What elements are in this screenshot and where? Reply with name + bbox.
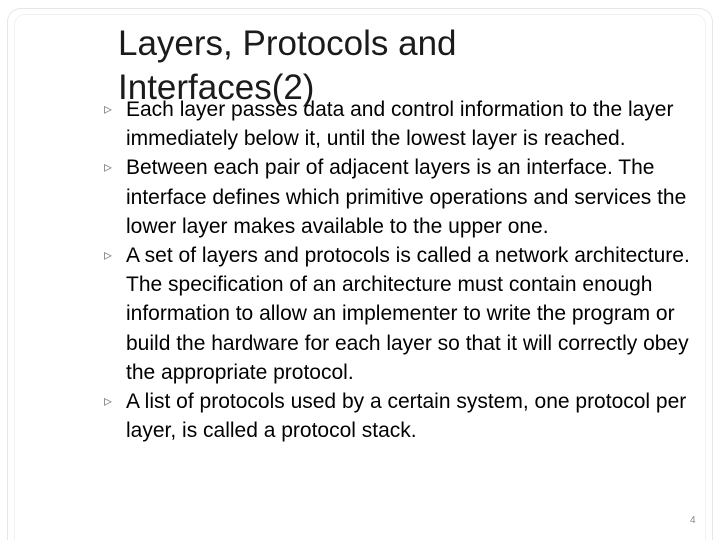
hollow-triangle-bullet-icon: ▹ — [104, 101, 113, 118]
bullet-text: A set of layers and protocols is called a network architecture. The specification of an architecture must contain enough information to allow an implementer to write the program or build the hardware for each layer so that it will correctly obey the appropriate protocol. — [126, 244, 690, 384]
hollow-triangle-bullet-icon: ▹ — [104, 393, 113, 411]
bullet-text: Between each pair of adjacent layers is an interface. The interface defines which primitive operations and services the lower layer makes available to the upper one. — [126, 156, 687, 238]
bullet-item — [40, 241, 700, 387]
bullet-text: Each layer passes data and control information to the layer immediately below it, until the lowest layer is reached. — [126, 98, 674, 151]
bullet-list — [40, 95, 700, 445]
title-line-2: Interfaces(2) — [118, 68, 315, 107]
page-number: 4 — [690, 515, 696, 526]
bullet-item — [40, 95, 700, 153]
bullet-item — [40, 387, 700, 445]
bullet-item — [40, 153, 700, 241]
hollow-triangle-bullet-icon: ▹ — [104, 247, 113, 265]
title-line-1: Layers, Protocols and — [118, 24, 457, 63]
hollow-triangle-bullet-icon: ▹ — [104, 159, 113, 177]
bullet-text: A list of protocols used by a certain system, one protocol per layer, is called a protocol stack. — [126, 390, 687, 443]
